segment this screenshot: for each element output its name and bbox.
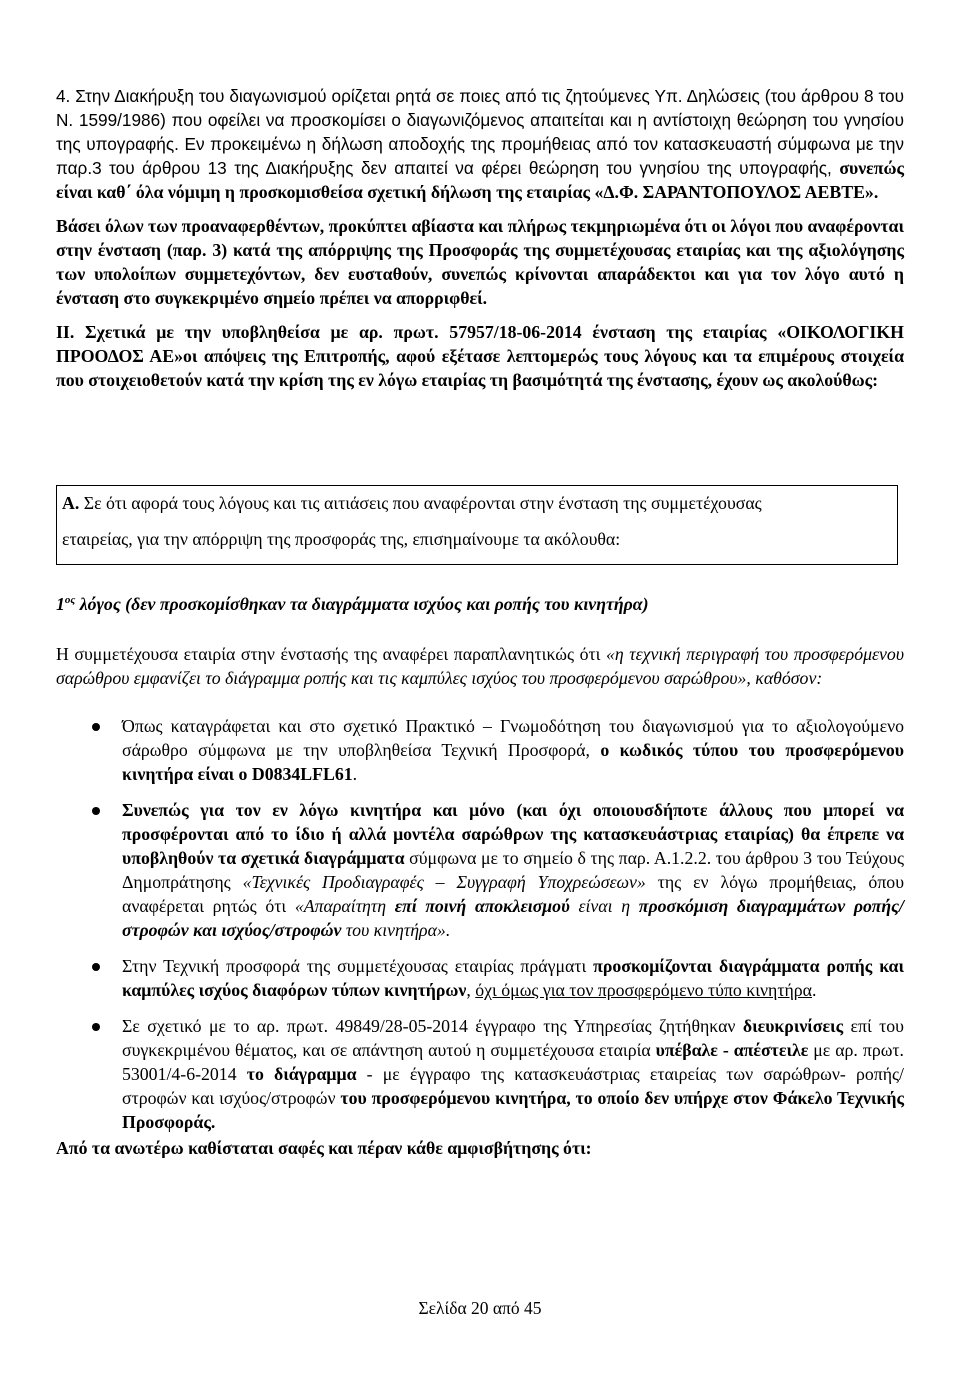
- bullet-icon: [92, 1023, 100, 1031]
- bullet-icon: [92, 807, 100, 815]
- list-item: Στην Τεχνική προσφορά της συμμετέχουσας εταιρίας πράγματι προσκομίζονται διαγράμματα ροπής και καμπύλες ισχύος διαφόρων τύπων κινητήρων, όχι όμως για τον προσφερόμενο τύπο κινητήρα.: [56, 954, 904, 1002]
- paragraph-4: 4. Στην Διακήρυξη του διαγωνισμού ορίζεται ρητά σε ποιες από τις ζητούμενες Υπ. Δηλώσεις (του άρθρου 8 του Ν. 1599/1986) που οφείλει να προσκομίσει ο διαγωνιζόμενος απαιτείται και η αντίστοιχη θεώρηση του γνησίου της υπογραφής. Εν προκειμένω η δήλωση αποδοχής της προμήθειας από τον κατασκευαστή σύμφωνα με την παρ.3 του άρθρου 13 της Διακήρυξης δεν απαιτεί να φέρει θεώρηση του γνησίου της υπογραφής, συνεπώς είναι καθ΄ όλα νόμιμη η προσκομισθείσα σχετική δήλωση της εταιρίας «Δ.Φ. ΣΑΡΑΝΤΟΠΟΥΛΟΣ ΑΕΒΤΕ».: [56, 86, 904, 202]
- paragraph-conclusion-1: Βάσει όλων των προαναφερθέντων, προκύπτει αβίαστα και πλήρως τεκμηριωμένα ότι οι λόγοι που αναφέρονται στην ένσταση (παρ. 3) κατά της απόρριψης της Προσφοράς της συμμετέχουσας εταιρίας και της αξιολόγησης των υπολοίπων συμμετεχόντων, δεν ευσταθούν, συνεπώς κρίνονται απαράδεκτοι και για τον λόγο αυτό η ένσταση στο συγκεκριμένο σημείο πρέπει να απορριφθεί.: [56, 216, 904, 308]
- page-number: Σελίδα 20 από 45: [418, 1298, 542, 1318]
- bullet-icon: [92, 963, 100, 971]
- intro-paragraph: Η συμμετέχουσα εταιρία στην ένστασής της αναφέρει παραπλανητικώς ότι «η τεχνική περιγραφή του προσφερόμενου σαρώθρου εμφανίζει το διάγραμμα ροπής και τις καμπύλες ισχύος του προσφερόμενου σαρώθρου», καθόσον:: [56, 643, 904, 688]
- list-item: Σε σχετικό με το αρ. πρωτ. 49849/28-05-2014 έγγραφο της Υπηρεσίας ζητήθηκαν διευκρινίσεις επί του συγκεκριμένου θέματος, και σε απάντηση αυτού η συμμετέχουσα εταιρία υπέβαλε - απέστειλε με αρ. πρωτ. 53001/4-6-2014 το διάγραμμα - με έγγραφο της κατασκευάστριας εταιρείας των σαρώθρων- ροπής/στροφών και ισχύος/στροφών του προσφερόμενου κινητήρα, το οποίο δεν υπήρχε στον Φάκελο Τεχνικής Προσφοράς.: [56, 1014, 904, 1134]
- reason-heading: $1^{o\varsigma}$ λόγος (δεν προσκομίσθηκαν τα διαγράμματα ισχύος και ροπής του κινητήρα): [56, 593, 649, 614]
- bullet-list: [56, 714, 904, 1134]
- list-item: Συνεπώς για τον εν λόγω κινητήρα και μόνο (και όχι οποιουσδήποτε άλλους που μπορεί να προσφέρονται από το ίδιο ή αλλά μοντέλα σαρώθρων της κατασκευάστριας εταιρίας) θα έπρεπε να υποβληθούν τα σχετικά διαγράμματα σύμφωνα με το σημείο δ της παρ. Α.1.2.2. του άρθρου 3 του Τεύχους Δημοπράτησης «Τεχνικές Προδιαγραφές – Συγγραφή Υποχρεώσεων» της εν λόγω προμήθειας, όπου αναφέρεται ρητώς ότι «Απαραίτητη επί ποινή αποκλεισμού είναι η προσκόμιση διαγραμμάτων ροπής/στροφών και ισχύος/στροφών του κινητήρα».: [56, 798, 904, 942]
- bullet-icon: [92, 723, 100, 731]
- boxed-section-a: Α. Σε ότι αφορά τους λόγους και τις αιτιάσεις που αναφέρονται στην ένσταση της συμμετέχουσας εταιρείας, για την απόρριψη της προσφοράς της, επισημαίνουμε τα ακόλουθα:: [56, 485, 898, 565]
- conclusion-line: Από τα ανωτέρω καθίσταται σαφές και πέραν κάθε αμφισβήτησης ότι:: [56, 1137, 592, 1158]
- document-page: [56, 84, 904, 392]
- list-item: Όπως καταγράφεται και στο σχετικό Πρακτικό – Γνωμοδότηση του διαγωνισμού για το αξιολογούμενο σάρωθρο σύμφωνα με την υποβληθείσα Τεχνική Προσφορά, ο κωδικός τύπου του προσφερόμενου κινητήρα είναι ο D0834LFL61.: [56, 714, 904, 786]
- argument-section: [56, 588, 904, 1160]
- section-ii-heading: ΙΙ. Σχετικά με την υποβληθείσα με αρ. πρωτ. 57957/18-06-2014 ένσταση της εταιρίας «ΟΙΚΟΛΟΓΙΚΗ ΠΡΟΟΔΟΣ ΑΕ»οι απόψεις της Επιτροπής, αφού εξέτασε λεπτομερώς τους λόγους και τα επιμέρους στοιχεία που στοιχειοθετούν κατά την κρίση της εν λόγω εταιρίας τη βασιμότητά της ένστασης, έχουν ως ακολούθως:: [56, 322, 904, 390]
